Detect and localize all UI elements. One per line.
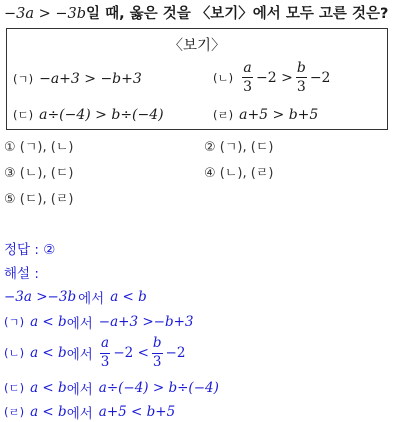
bogi-item-rieul [213,107,318,123]
expl-marker: (ㄱ) [4,315,25,329]
bogi-marker: (ㄱ) [13,72,34,86]
expl-cond: a < b [30,380,67,396]
question-text [4,2,388,23]
expl-word: 에서 [66,406,93,422]
numerator: b [296,60,306,76]
explanation-label: 해설 : [4,266,39,282]
expl-marker: (ㄹ) [4,405,25,419]
explanation-line-4 [4,402,175,422]
explanation-line-3 [4,378,219,398]
fraction [242,61,253,94]
choice-5[interactable]: ⑤ (ㄷ), (ㄹ) [4,192,74,207]
expl-word: 에서 [66,347,93,363]
bogi-expr: −a+3 > −b+3 [39,71,142,87]
explanation-line-2 [4,337,185,369]
expl-word: 에서 [66,382,93,398]
expl-left: −3a >−3b [4,289,77,305]
choice-1[interactable]: ① (ㄱ), (ㄴ) [4,140,74,155]
bogi-expr-mid: −2 > [256,69,293,86]
choice-3[interactable]: ③ (ㄴ), (ㄷ) [4,166,74,181]
question-premise: −3a > −3b [4,6,87,22]
expl-cond: a < b [30,314,67,330]
bogi-item-giyeok [13,71,142,87]
expl-right: a < b [110,289,147,305]
numerator: a [100,337,110,354]
expl-marker: (ㄷ) [4,381,25,395]
expl-word: 에서 [66,316,93,332]
bogi-expr: a+5 > b+5 [239,107,319,123]
denominator: 3 [243,79,253,95]
bogi-marker: (ㄷ) [13,108,34,122]
explanation-line-0 [4,287,147,307]
numerator: b [152,337,163,354]
expl-result: a+5 < b+5 [98,404,176,420]
bogi-item-digeut [13,107,164,123]
question-suffix: 일 때, 옳은 것을 〈보기〉에서 모두 고른 것은? [86,6,389,22]
bogi-title: 〈보기〉 [168,38,226,54]
answer-label: 정답 : ② [4,242,56,258]
expl-marker: (ㄴ) [4,346,25,360]
expl-word: 에서 [78,291,105,307]
bogi-item-nieun [213,61,330,94]
denominator: 3 [296,79,306,95]
explanation-line-1 [4,312,194,332]
bogi-marker: (ㄴ) [213,70,234,85]
bogi-expr: a÷(−4) > b÷(−4) [39,107,164,123]
bogi-marker: (ㄹ) [213,108,234,122]
choice-4[interactable]: ④ (ㄴ), (ㄹ) [204,166,274,181]
fraction [152,337,163,369]
denominator: 3 [152,353,162,370]
expl-result: −a+3 >−b+3 [98,314,194,330]
choice-2[interactable]: ② (ㄱ), (ㄷ) [204,140,274,155]
bogi-box [6,28,388,130]
fraction [100,337,111,369]
expl-mid: −2 < [113,345,149,361]
denominator: 3 [100,353,110,370]
expl-cond: a < b [30,404,67,420]
expl-result: a÷(−4) > b÷(−4) [98,380,219,396]
fraction [296,61,307,94]
expl-end: −2 [165,345,186,361]
numerator: a [243,60,252,76]
bogi-expr-end: −2 [309,69,331,86]
expl-cond: a < b [30,345,67,361]
